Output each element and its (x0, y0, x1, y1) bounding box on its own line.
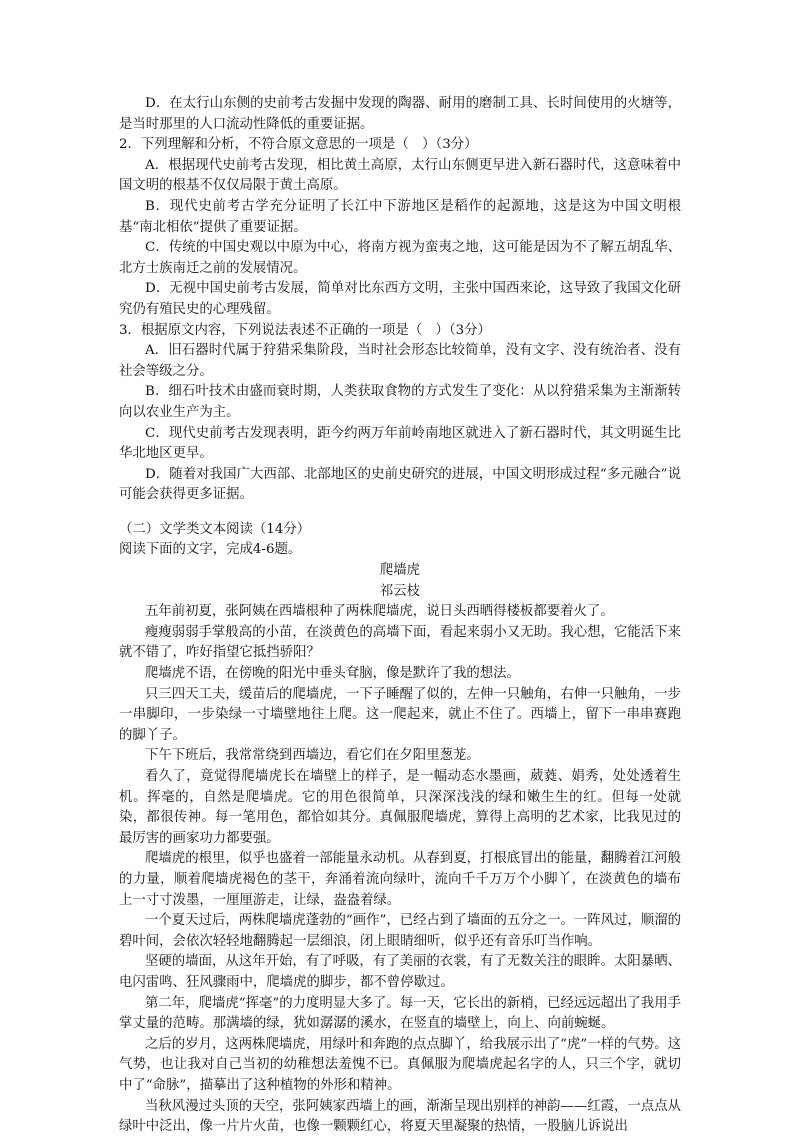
q2-option-c: C．传统的中国史观以中原为中心，将南方视为蛮夷之地，这可能是因为不了解五胡乱华、北方士族南迁之前的发展情况。 (119, 240, 681, 276)
story-paragraph: 下午下班后，我常常绕到西墙边，看它们在夕阳里葱茏。 (145, 748, 480, 764)
story-paragraph: 坚硬的墙面，从这年开始，有了呼吸，有了美丽的衣裳，有了无数关注的眼眸。太阳暴晒、电闪雷鸣、狂风骤雨中，爬墙虎的脚步，都不曾停歇过。 (119, 954, 681, 990)
story-paragraph: 爬墙虎不语，在傍晚的阳光中垂头耷脑，像是默许了我的想法。 (145, 666, 520, 682)
story-paragraph: 瘦瘦弱弱手掌般高的小苗，在淡黄色的高墙下面，看起来弱小又无助。我心想，它能活下来就不错了，咋好指望它抵挡骄阳？ (119, 624, 681, 661)
story-title: 爬墙虎 (379, 563, 421, 579)
story-paragraph: 看久了，竟觉得爬墙虎长在墙壁上的样子，是一幅动态水墨画，葳蕤、娟秀，处处透着生机。挥毫的，自然是爬墙虎。它的用色很简单，只深深浅浅的绿和嫩生生的红。但每一处就染，都很传神。每一笔用色，都恰如其分。真佩服爬墙虎，算得上高明的艺术家，比我见过的最厉害的画家功力都要强。 (119, 769, 681, 846)
q3-option-d: D．随着对我国广大西部、北部地区的史前史研究的进展，中国文明形成过程“多元融合”说可能会获得更多证据。 (119, 466, 681, 503)
story-paragraph: 一个夏天过后，两株爬墙虎蓬勃的“画作”，已经占到了墙面的五分之一。一阵风过，顺溜的碧叶间，会依次轻轻地翻腾起一层细浪，闭上眼睛细听，似乎还有音乐叮当作响。 (119, 913, 681, 949)
story-paragraph: 第二年，爬墙虎“挥毫”的力度明显大多了。每一天，它长出的新梢，已经远远超出了我用手掌丈量的范畴。那满墙的绿，犹如潺潺的溪水，在竖直的墙壁上，向上、向前蜿蜒。 (119, 995, 681, 1032)
q2-option-d: D．无视中国史前考古发展，简单对比东西方文明，主张中国西来论，这导致了我国文化研究仍有殖民史的心理残留。 (119, 281, 681, 317)
question-3-stem: 3．根据原文内容，下列说法表述不正确的一项是（ ）（3分） (119, 322, 491, 338)
story-paragraph: 五年前初夏，张阿姨在西墙根种了两株爬墙虎，说日头西晒得楼板都要着火了。 (145, 604, 614, 620)
story-paragraph: 当秋风漫过头顶的天空，张阿姨家西墙上的画，渐渐呈现出别样的神韵——红霞，一点点从绿叶中泛出，像一片片火苗，也像一颗颗红心，将夏天里凝聚的热情，一股脑儿诉说出 (119, 1098, 681, 1135)
question-2-stem: 2．下列理解和分析，不符合原文意思的一项是（ ）（3分） (119, 137, 478, 153)
q1-option-d: D．在太行山东侧的史前考古发掘中发现的陶器、耐用的磨制工具、长时间使用的火塘等，是当时那里的人口流动性降低的重要证据。 (119, 96, 681, 132)
story-author: 祁云枝 (379, 583, 421, 599)
story-paragraph: 爬墙虎的根里，似乎也盛着一部能量永动机。从春到夏，打根底冒出的能量，翻腾着江河般的力量，顺着爬墙虎褐色的茎干，奔涌着流向绿叶，流向千千万万个小脚丫，在淡黄色的墙布上一寸寸泼墨，一厘厘游走，让绿，盎盎着绿。 (119, 851, 681, 908)
q2-option-b: B．现代史前考古学充分证明了长江中下游地区是稻作的起源地，这是这为中国文明根基“南北相依”提供了重要证据。 (119, 198, 681, 235)
section-heading: （二）文学类文本阅读（14分） (119, 521, 311, 537)
story-paragraph: 之后的岁月，这两株爬墙虎，用绿叶和奔跑的点点脚丫，给我展示出了“虎”一样的气势。这气势，也让我对自己当初的幼稚想法羞愧不已。真佩服为爬墙虎起名字的人，只三个字，就切中了“命脉”，描摹出了这种植物的外形和精神。 (119, 1036, 681, 1093)
section-spacer (119, 506, 681, 520)
q3-option-c: C．现代史前考古发现表明，距今约两万年前岭南地区就进入了新石器时代，其文明诞生比华北地区更早。 (119, 425, 681, 462)
story-paragraph: 只三四天工夫，缓苗后的爬墙虎，一下子睡醒了似的，左伸一只触角，右伸一只触角，一步一串脚印，一步染绿一寸墙壁地往上爬。这一爬起来，就止不住了。西墙上，留下一串串赛跑的脚丫子。 (119, 686, 681, 743)
q3-option-b: B．细石叶技术由盛而衰时期，人类获取食物的方式发生了变化：从以狩猎采集为主渐渐转向以农业生产为主。 (119, 384, 681, 420)
document-page (119, 94, 681, 1138)
q2-option-a: A．根据现代史前考古发现，相比黄土高原，太行山东侧更早进入新石器时代，这意味着中国文明的根基不仅仅局限于黄土高原。 (119, 157, 681, 194)
section-instruction: 阅读下面的文字，完成4-6题。 (119, 542, 302, 558)
q3-option-a: A．旧石器时代属于狩猎采集阶段，当时社会形态比较简单，没有文字、没有统治者、没有社会等级之分。 (119, 343, 681, 379)
